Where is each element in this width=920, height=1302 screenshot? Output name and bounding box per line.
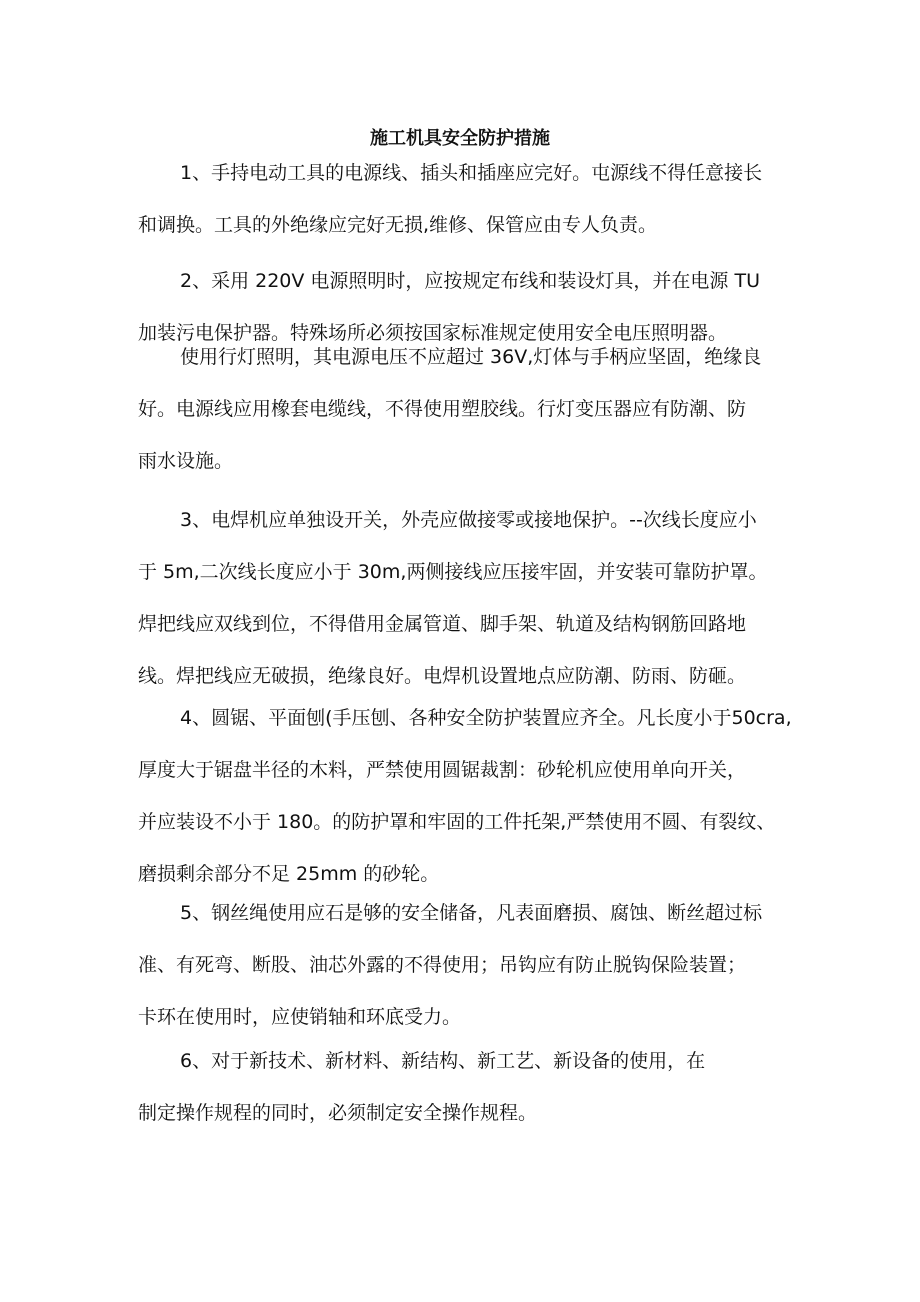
paragraph-line: 和调换。工具的外绝缘应完好无损,维修、保管应由专人负责。	[138, 214, 658, 236]
paragraph-line: 2、采用 220V 电源照明时，应按规定布线和装设灯具，并在电源 TU	[180, 270, 760, 292]
paragraph-line: 并应装设不小于 180。的防护罩和牢固的工件托架,严禁使用不圆、有裂纹、	[138, 811, 776, 833]
paragraph-line: 雨水设施。	[138, 450, 234, 472]
paragraph-circular-saw	[138, 692, 798, 900]
paragraph-line: 卡环在使用时，应使销轴和环底受力。	[138, 1006, 462, 1028]
paragraph-line: 磨损剩余部分不足 25mm 的砂轮。	[138, 863, 440, 885]
paragraph-line: 好。电源线应用橡套电缆线，不得使用塑胶线。行灯变压器应有防潮、防	[138, 398, 747, 420]
paragraph-portable-lamp	[138, 331, 798, 487]
paragraph-line: 厚度大于锯盘半径的木料，严禁使用圆锯裁割：砂轮机应使用单向开关，	[138, 759, 747, 781]
document-title: 施工机具安全防护措施	[370, 128, 550, 149]
paragraph-line: 4、圆锯、平面刨(手压刨、各种安全防护装置应齐全。凡长度小于50cra,	[180, 707, 792, 729]
paragraph-line: 线。焊把线应无破损，绝缘良好。电焊机设置地点应防潮、防雨、防砸。	[138, 665, 747, 687]
paragraph-tool-power-cord	[138, 147, 798, 251]
paragraph-line: 6、对于新技术、新材料、新结构、新工艺、新设备的使用，在	[180, 1050, 706, 1072]
paragraph-line: 5、钢丝绳使用应石是够的安全储备，凡表面磨损、腐蚀、断丝超过标	[180, 902, 763, 924]
paragraph-line: 于 5m,二次线长度应小于 30m,两侧接线应压接牢固，并安装可靠防护罩。	[138, 561, 768, 583]
paragraph-line: 1、手持电动工具的电源线、插头和插座应完好。屯源线不得任意接长	[180, 162, 763, 184]
paragraph-line: 3、电焊机应单独设开关，外壳应做接零或接地保护。--次线长度应小	[180, 509, 757, 531]
paragraph-line: 焊把线应双线到位，不得借用金属管道、脚手架、轨道及结构钢筋回路地	[138, 613, 747, 635]
paragraph-new-technology	[138, 1035, 798, 1139]
paragraph-line: 准、有死弯、断股、油芯外露的不得使用；吊钩应有防止脱钩保险装置；	[138, 954, 747, 976]
paragraph-line: 制定操作规程的同时，必须制定安全操作规程。	[138, 1102, 538, 1124]
paragraph-welding-machine	[138, 494, 798, 702]
paragraph-wire-rope	[138, 887, 798, 1043]
paragraph-line: 加装污电保护器。特殊场所必须按国家标准规定使用安全电压照明器。	[138, 322, 728, 344]
paragraph-line: 使用行灯照明，其电源电压不应超过 36V,灯体与手柄应坚固，绝缘良	[180, 346, 762, 368]
